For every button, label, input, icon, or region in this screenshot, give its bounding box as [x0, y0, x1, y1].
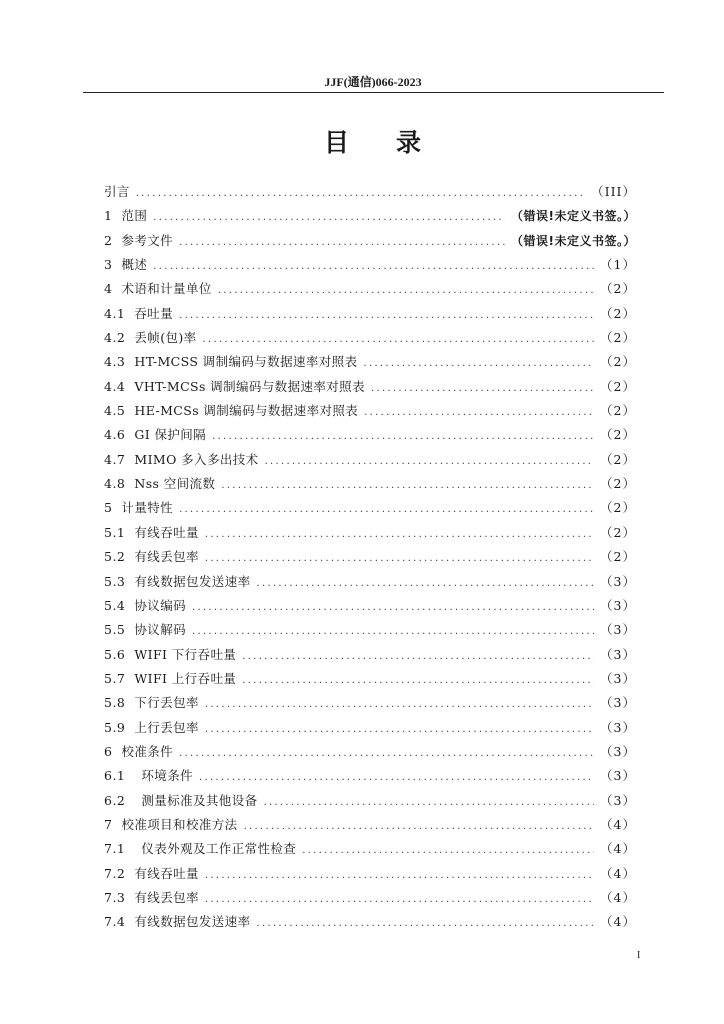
- toc-entry-number: 7.2: [104, 865, 126, 881]
- toc-entry-number: 4.3: [104, 354, 126, 370]
- toc-entry[interactable]: [104, 716, 636, 740]
- toc-entry-label: WIFI 下行吞吐量: [134, 646, 237, 662]
- toc-entry-label: HE-MCSs 调制编码与数据速率对照表: [134, 403, 359, 419]
- toc-entry-label: VHT-MCSs 调制编码与数据速率对照表: [134, 378, 365, 394]
- toc-entry[interactable]: [104, 399, 636, 423]
- toc-entry[interactable]: [104, 740, 636, 764]
- toc-entry[interactable]: [104, 423, 636, 447]
- page-title: [0, 123, 724, 159]
- toc-entry[interactable]: [104, 326, 636, 350]
- toc-dot-leader: [192, 596, 594, 620]
- toc-entry-label: 概述: [121, 257, 148, 273]
- toc-entry-number: 7: [104, 816, 113, 832]
- toc-entry[interactable]: [104, 667, 636, 691]
- toc-dot-leader: [265, 450, 594, 474]
- toc-entry-page: （2）: [600, 476, 636, 492]
- table-of-contents: [104, 180, 636, 935]
- toc-entry-label: HT-MCSS 调制编码与数据速率对照表: [134, 354, 358, 370]
- toc-dot-leader: [205, 523, 594, 547]
- toc-entry-label: Nss 空间流数: [134, 476, 216, 492]
- toc-entry-label: 计量特性: [121, 500, 174, 516]
- toc-entry[interactable]: [104, 643, 636, 667]
- toc-entry-number: 6.1: [104, 768, 126, 784]
- toc-entry-page: （III）: [591, 184, 636, 199]
- toc-entry-label: 仪表外观及工作正常性检查: [141, 841, 297, 857]
- toc-entry-number: 7.3: [104, 889, 126, 905]
- toc-dot-leader: [371, 377, 594, 401]
- toc-entry-page: （2）: [600, 305, 636, 321]
- toc-entry-label: 有线数据包发送速率: [134, 573, 251, 589]
- toc-entry-label: 有线吞吐量: [134, 865, 199, 881]
- toc-dot-leader: [199, 766, 594, 790]
- title-char-left: 目: [323, 128, 352, 157]
- toc-entry[interactable]: [104, 910, 636, 934]
- toc-entry-label: 范围: [121, 208, 148, 224]
- toc-entry-number: 5: [104, 500, 113, 516]
- toc-entry-page: （2）: [600, 378, 636, 394]
- toc-entry-label: 丢帧(包)率: [134, 330, 197, 346]
- toc-entry-number: 6.2: [104, 792, 126, 808]
- toc-entry-number: 4.8: [104, 476, 126, 492]
- toc-entry-number: 4.6: [104, 427, 126, 443]
- toc-entry[interactable]: [104, 253, 636, 277]
- toc-entry-label: 有线丢包率: [134, 889, 199, 905]
- toc-entry[interactable]: [104, 618, 636, 642]
- toc-entry[interactable]: [104, 180, 636, 204]
- toc-entry-label: 协议解码: [134, 622, 186, 638]
- toc-entry[interactable]: [104, 594, 636, 618]
- toc-entry-number: 2: [104, 232, 113, 248]
- toc-entry-number: 5.4: [104, 597, 126, 613]
- toc-entry-page: （3）: [600, 743, 636, 759]
- toc-entry-label: 有线丢包率: [134, 549, 199, 565]
- toc-entry[interactable]: [104, 789, 636, 813]
- toc-dot-leader: [205, 718, 594, 742]
- header-divider: [83, 92, 664, 93]
- toc-entry[interactable]: [104, 496, 636, 520]
- toc-entry-label: 参考文件: [121, 232, 174, 248]
- toc-entry-number: 5.5: [104, 622, 126, 638]
- toc-entry-label: 测量标准及其他设备: [141, 792, 258, 808]
- toc-entry[interactable]: [104, 862, 636, 886]
- toc-entry-label: 环境条件: [141, 768, 193, 784]
- toc-entry-page: （错误!未定义书签。）: [511, 209, 636, 224]
- toc-dot-leader: [257, 912, 595, 936]
- toc-entry[interactable]: [104, 813, 636, 837]
- toc-entry-number: 7.4: [104, 914, 126, 930]
- toc-entry-page: （2）: [600, 451, 636, 467]
- toc-dot-leader: [257, 572, 595, 596]
- toc-entry[interactable]: [104, 229, 636, 253]
- toc-entry-label: 上行丢包率: [134, 719, 199, 735]
- toc-entry-page: （2）: [600, 354, 636, 370]
- toc-entry-page: （错误!未定义书签。）: [511, 233, 636, 248]
- toc-dot-leader: [153, 255, 594, 279]
- toc-entry-label: GI 保护间隔: [134, 427, 207, 443]
- toc-entry-number: 5.2: [104, 549, 126, 565]
- toc-entry-label: 校准条件: [121, 743, 174, 759]
- toc-entry-number: 4.4: [104, 378, 126, 394]
- toc-dot-leader: [192, 620, 594, 644]
- toc-entry-number: 1: [104, 208, 113, 224]
- toc-entry[interactable]: [104, 570, 636, 594]
- toc-dot-leader: [179, 498, 594, 522]
- toc-entry-page: （2）: [600, 403, 636, 419]
- toc-dot-leader: [242, 645, 594, 669]
- toc-dot-leader: [179, 231, 505, 255]
- toc-dot-leader: [153, 206, 505, 230]
- toc-entry-label: 下行丢包率: [134, 695, 199, 711]
- toc-entry-label: 有线数据包发送速率: [134, 914, 251, 930]
- toc-entry-page: （4）: [600, 865, 636, 881]
- toc-entry-label: 协议编码: [134, 597, 186, 613]
- toc-entry-number: 7.1: [104, 841, 126, 857]
- toc-entry-label: 校准项目和校准方法: [121, 816, 238, 832]
- toc-entry-number: 5.1: [104, 524, 126, 540]
- toc-entry-page: （3）: [600, 597, 636, 613]
- toc-dot-leader: [205, 888, 594, 912]
- toc-dot-leader: [364, 352, 595, 376]
- toc-entry[interactable]: [104, 886, 636, 910]
- toc-entry[interactable]: [104, 350, 636, 374]
- toc-dot-leader: [205, 693, 594, 717]
- toc-entry-number: 3: [104, 257, 113, 273]
- toc-dot-leader: [242, 669, 594, 693]
- toc-entry-number: 5.7: [104, 670, 126, 686]
- toc-entry-page: （3）: [600, 622, 636, 638]
- toc-dot-leader: [136, 182, 585, 206]
- toc-entry[interactable]: [104, 472, 636, 496]
- toc-entry-page: （2）: [600, 524, 636, 540]
- toc-entry[interactable]: [104, 277, 636, 301]
- toc-entry-number: 4.5: [104, 403, 126, 419]
- title-char-right: 录: [396, 128, 425, 157]
- toc-entry-page: （2）: [600, 330, 636, 346]
- toc-entry-page: （3）: [600, 768, 636, 784]
- toc-dot-leader: [205, 547, 594, 571]
- toc-entry-label: WIFI 上行吞吐量: [134, 670, 237, 686]
- toc-entry[interactable]: [104, 837, 636, 861]
- toc-entry-label: 吞吐量: [134, 305, 174, 321]
- toc-entry-number: 5.3: [104, 573, 126, 589]
- toc-entry-label: 术语和计量单位: [121, 281, 212, 297]
- toc-dot-leader: [302, 839, 594, 863]
- toc-entry[interactable]: [104, 302, 636, 326]
- toc-entry-page: （4）: [600, 841, 636, 857]
- toc-entry-label: MIMO 多入多出技术: [134, 451, 259, 467]
- toc-dot-leader: [244, 815, 594, 839]
- toc-entry-page: （3）: [600, 792, 636, 808]
- toc-entry-number: 5.6: [104, 646, 126, 662]
- toc-dot-leader: [221, 474, 594, 498]
- toc-entry-page: （2）: [600, 427, 636, 443]
- page-number: I: [637, 950, 641, 961]
- toc-entry-page: （3）: [600, 573, 636, 589]
- toc-entry-page: （3）: [600, 670, 636, 686]
- toc-entry-page: （2）: [600, 281, 636, 297]
- toc-entry[interactable]: [104, 764, 636, 788]
- toc-entry-label: 有线吞吐量: [134, 524, 199, 540]
- toc-entry[interactable]: [104, 521, 636, 545]
- toc-entry[interactable]: [104, 204, 636, 228]
- toc-entry-number: 5.9: [104, 719, 126, 735]
- toc-entry-page: （4）: [600, 816, 636, 832]
- toc-entry-number: 4.7: [104, 451, 126, 467]
- toc-entry[interactable]: [104, 691, 636, 715]
- toc-entry-page: （3）: [600, 695, 636, 711]
- toc-entry-number: 6: [104, 743, 113, 759]
- toc-entry-number: 5.8: [104, 695, 126, 711]
- toc-entry-page: （2）: [600, 500, 636, 516]
- toc-dot-leader: [264, 791, 595, 815]
- toc-entry-page: （3）: [600, 646, 636, 662]
- toc-dot-leader: [179, 742, 594, 766]
- toc-dot-leader: [364, 401, 594, 425]
- toc-dot-leader: [212, 425, 594, 449]
- toc-entry-label: 引言: [104, 184, 130, 199]
- toc-entry-number: 4.1: [104, 305, 126, 321]
- toc-dot-leader: [205, 864, 594, 888]
- toc-entry[interactable]: [104, 545, 636, 569]
- toc-entry-page: （3）: [600, 719, 636, 735]
- toc-dot-leader: [218, 279, 594, 303]
- toc-entry-number: 4: [104, 281, 113, 297]
- toc-entry-page: （4）: [600, 889, 636, 905]
- toc-entry-page: （2）: [600, 549, 636, 565]
- toc-entry[interactable]: [104, 375, 636, 399]
- toc-dot-leader: [203, 328, 595, 352]
- toc-dot-leader: [179, 304, 594, 328]
- toc-entry[interactable]: [104, 448, 636, 472]
- toc-entry-page: （4）: [600, 914, 636, 930]
- document-code: JJF(通信)066-2023: [324, 75, 422, 89]
- toc-entry-page: （1）: [600, 257, 636, 273]
- toc-entry-number: 4.2: [104, 330, 126, 346]
